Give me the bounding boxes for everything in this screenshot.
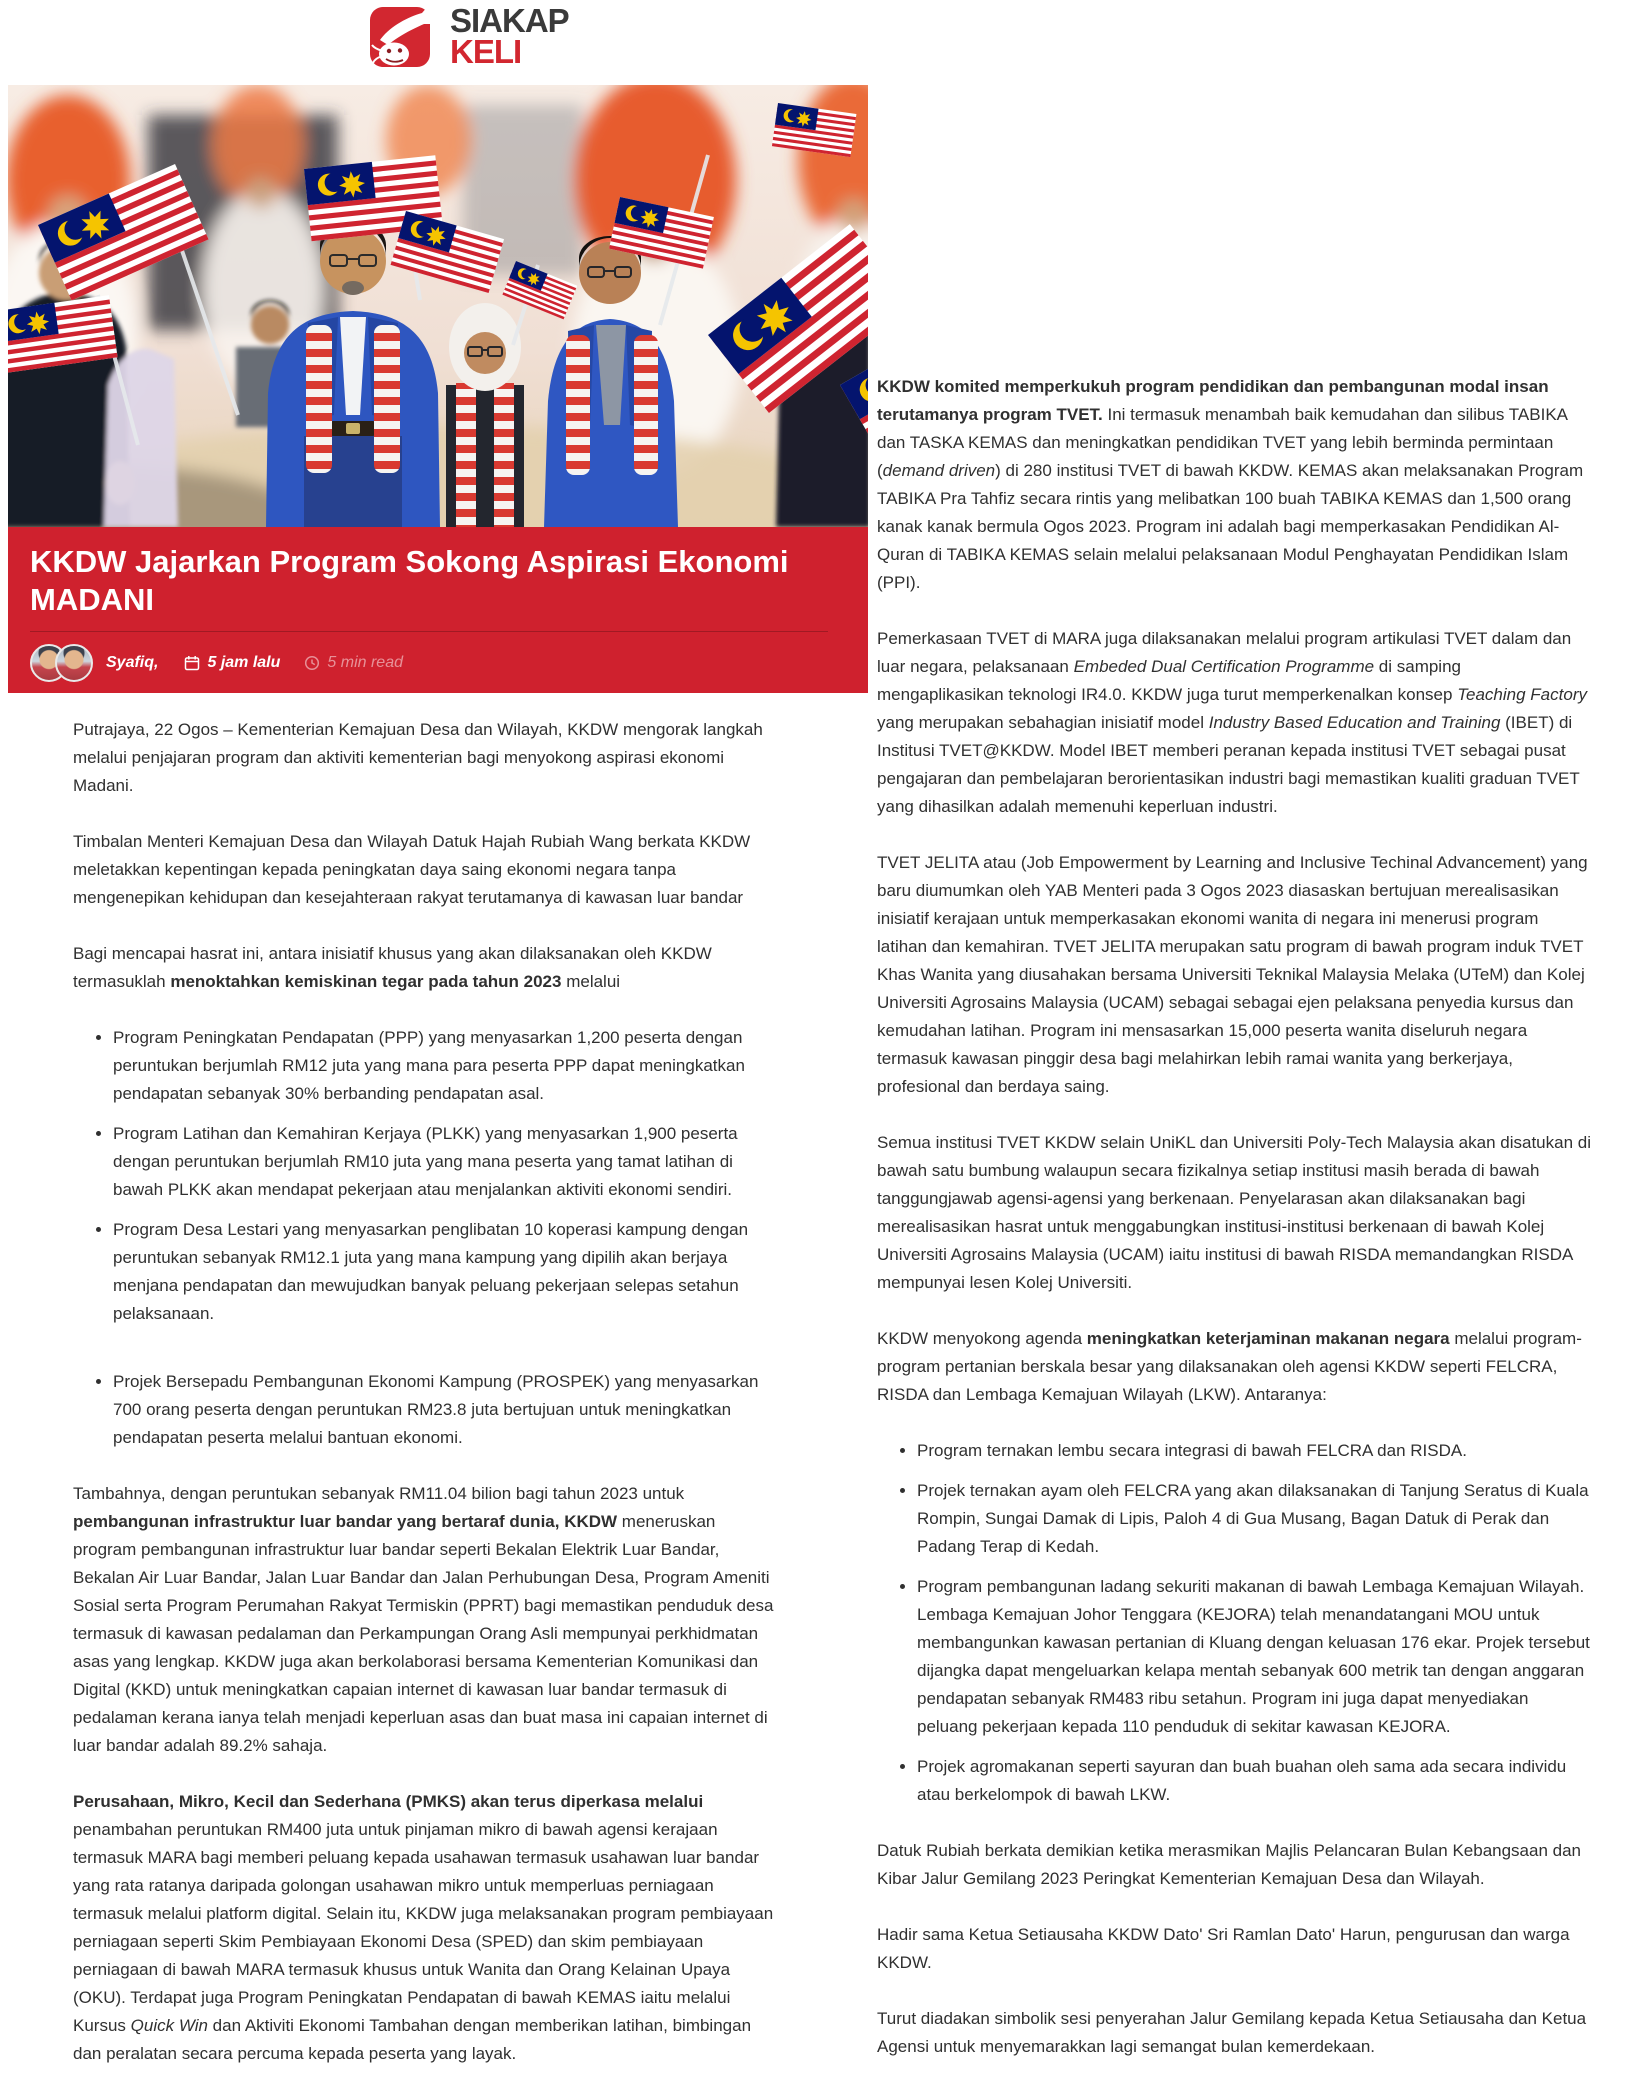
text-segment: Bagi mencapai hasrat ini, antara inisiatif khusus yang akan dilaksanakan oleh KKDW termasuklah: [73, 944, 712, 991]
text-segment: KKDW komited memperkukuh program pendidikan dan pembangunan modal insan terutamanya program TVET.: [877, 377, 1549, 424]
calendar-icon: [184, 655, 200, 671]
text-segment: Program Latihan dan Kemahiran Kerjaya (PLKK) yang menyasarkan 1,900 peserta dengan peruntukan berjumlah RM10 juta yang mana peserta yang tamat latihan di bawah PLKK akan mendapat pekerjaan atau menjalankan aktiviti ekonomi sendiri.: [113, 1124, 738, 1199]
list-item: [113, 1368, 779, 1452]
hero-image: [8, 85, 868, 527]
site-logo[interactable]: [370, 4, 569, 75]
text-segment: di samping mengaplikasikan teknologi IR4.0. KKDW juga turut memperkenalkan konsep: [877, 657, 1461, 704]
text-segment: meningkatkan keterjaminan makanan negara: [1086, 1329, 1450, 1348]
logo-text: [450, 2, 569, 70]
text-segment: Tambahnya, dengan peruntukan sebanyak RM11.04 bilion bagi tahun 2023 untuk: [73, 1484, 685, 1503]
avatar[interactable]: [55, 644, 93, 682]
read-time-group: [304, 654, 403, 672]
text-segment: Ini termasuk menambah baik kemudahan dan silibus TABIKA dan TASKA KEMAS dan meningkatkan pendidikan TVET yang lebih berminda permintaan (: [877, 405, 1568, 480]
bullet-list: [73, 1368, 779, 1452]
text-segment: Embeded Dual Certification Programme: [1073, 657, 1375, 676]
text-segment: KKDW menyokong agenda: [877, 1329, 1087, 1348]
text-segment: Projek ternakan ayam oleh FELCRA yang akan dilaksanakan di Tanjung Seratus di Kuala Rompin, Sungai Damak di Lipis, Paloh 4 di Gua Musang, Bagan Datuk di Perak dan Padang Terap di Kedah.: [917, 1481, 1589, 1556]
article-paragraph: [73, 940, 779, 996]
text-segment: penambahan peruntukan RM400 juta untuk pinjaman mikro di bawah agensi kerajaan termasuk MARA bagi memberi peluang kepada usahawan termasuk usahawan luar bandar yang rata ratanya daripada golongan usahawan mikro untuk memperluas perniagaan termasuk melalui platform digital. Selain itu, KKDW juga melaksanakan program pembiayaan perniagaan seperti Skim Pembiayaan Ekonomi Desa (SPED) dan skim pembiayaan perniagaan di bawah MARA termasuk khusus untuk Wanita dan Orang Kelainan Upaya (OKU). Terdapat juga Program Peningkatan Pendapatan di bawah KEMAS iaitu melalui Kursus: [73, 1820, 774, 2035]
article-paragraph: [73, 716, 779, 800]
text-segment: (IBET) di Institusi TVET@KKDW. Model IBET memberi peranan kepada institusi TVET sebagai pusat pengajaran dan pembelajaran berorientasikan industri bagi memastikan kualiti graduan TVET yang dihasilkan adalah memenuhi keperluan industri.: [877, 713, 1580, 816]
article-paragraph: [877, 625, 1591, 821]
text-segment: Datuk Rubiah berkata demikian ketika merasmikan Majlis Pelancaran Bulan Kebangsaan dan Kibar Jalur Gemilang 2023 Peringkat Kementerian Kemajuan Desa dan Wilayah.: [877, 1841, 1582, 1888]
clock-icon: [304, 655, 320, 671]
title-banner: [8, 527, 868, 693]
text-segment: menoktahkan kemiskinan tegar pada tahun 2023: [170, 972, 562, 991]
article-paragraph: [877, 849, 1591, 1101]
text-segment: Perusahaan, Mikro, Kecil dan Sederhana (PMKS) akan terus diperkasa melalui: [73, 1792, 704, 1811]
text-segment: melalui program-program pertanian berskala besar yang dilaksanakan oleh agensi KKDW seperti FELCRA, RISDA dan Lembaga Kemajuan Wilayah (LKW). Antaranya:: [877, 1329, 1582, 1404]
banner-divider: [30, 631, 828, 632]
text-segment: demand driven: [882, 461, 996, 480]
list-item: [917, 1573, 1591, 1741]
text-segment: Turut diadakan simbolik sesi penyerahan Jalur Gemilang kepada Ketua Setiausaha dan Ketua Agensi untuk menyemarakkan lagi semangat bulan kemerdekaan.: [877, 2009, 1587, 2056]
list-item: [113, 1024, 779, 1108]
article-left-column: [73, 716, 779, 2093]
text-segment: TVET JELITA atau (Job Empowerment by Learning and Inclusive Techinal Advancement) yang baru diumumkan oleh YAB Menteri pada 3 Ogos 2023 diasaskan bertujuan merealisasikan inisiatif kerajaan untuk memperkasakan ekonomi wanita di negara ini menerusi program latihan dan kemahiran. TVET JELITA merupakan satu program di bawah program induk TVET Khas Wanita yang diusahakan bersama Universiti Teknikal Malaysia Melaka (UTeM) dan Kolej Universiti Agrosains Malaysia (UCAM) sebagai sebagai ejen pelaksana penyedia kursus dan kemudahan latihan. Program ini mensasarkan 15,000 peserta wanita diseluruh negara termasuk kawasan pinggir desa bagi melahirkan lebih ramai wanita yang berkerjaya, profesional dan berdaya saing.: [877, 853, 1588, 1096]
text-segment: meneruskan program pembangunan infrastruktur luar bandar seperti Bekalan Elektrik Luar Bandar, Bekalan Air Luar Bandar, Jalan Luar Bandar dan Jalan Perhubungan Desa, Program Ameniti Sosial serta Program Perumahan Rakyat Termiskin (PPRT) bagi memastikan penduduk desa termasuk di kawasan pedalaman dan Perkampungan Orang Asli mempunyai perkhidmatan asas yang lengkap. KKDW juga akan berkolaborasi bersama Kementerian Komunikasi dan Digital (KKD) untuk meningkatkan capaian internet di kawasan luar bandar termasuk di pedalaman kerana ianya telah menjadi keperluan asas dan buat masa ini capaian internet di luar bandar adalah 89.2% sahaja.: [73, 1512, 774, 1755]
text-segment: Teaching Factory: [1457, 685, 1587, 704]
article-title: KKDW Jajarkan Program Sokong Aspirasi Ekonomi MADANI: [30, 544, 789, 617]
list-item: [917, 1753, 1591, 1809]
fish-icon: [370, 4, 442, 75]
text-segment: melalui: [561, 972, 621, 991]
text-segment: yang merupakan sebahagian inisiatif model: [877, 713, 1209, 732]
article-paragraph: [877, 1129, 1591, 1297]
bullet-list: [73, 1024, 779, 1328]
text-segment: Timbalan Menteri Kemajuan Desa dan Wilayah Datuk Hajah Rubiah Wang berkata KKDW meletakkan kepentingan kepada peningkatan daya saing ekonomi negara tanpa mengenepikan kehidupan dan kesejahteraan rakyat terutamanya di kawasan luar bandar: [73, 832, 751, 907]
text-segment: dan Aktiviti Ekonomi Tambahan dengan memberikan latihan, bimbingan dan peralatan secara percuma kepada peserta yang layak.: [73, 2016, 752, 2063]
author-avatars: [30, 644, 93, 682]
text-segment: Semua institusi TVET KKDW selain UniKL dan Universiti Poly-Tech Malaysia akan disatukan di bawah satu bumbung walaupun secara fizikalnya setiap institusi masih berada di bawah tanggungjawab agensi-agensi yang berkenaan. Penyelarasan akan dilaksanakan bagi merealisasikan hasrat untuk menggabungkan institusi-institusi berkenaan di bawah Kolej Universiti Agrosains Malaysia (UCAM) iaitu institusi di bawah RISDA memandangkan RISDA mempunyai lesen Kolej Universiti.: [877, 1133, 1591, 1292]
logo-text-siakap: SIAKAP: [450, 2, 569, 39]
text-segment: Projek Bersepadu Pembangunan Ekonomi Kampung (PROSPEK) yang menyasarkan 700 orang peserta dengan peruntukan RM23.8 juta bertujuan untuk meningkatkan pendapatan peserta melalui bantuan ekonomi.: [113, 1372, 759, 1447]
article-paragraph: [73, 1480, 779, 1760]
text-segment: Putrajaya, 22 Ogos – Kementerian Kemajuan Desa dan Wilayah, KKDW mengorak langkah melalui penjajaran program dan aktiviti kementerian bagi menyokong aspirasi ekonomi Madani.: [73, 720, 763, 795]
article-paragraph: [73, 828, 779, 912]
text-segment: Program ternakan lembu secara integrasi di bawah FELCRA dan RISDA.: [917, 1441, 1467, 1460]
text-segment: Program Peningkatan Pendapatan (PPP) yang menyasarkan 1,200 peserta dengan peruntukan berjumlah RM12 juta yang mana para peserta PPP dapat meningkatkan pendapatan sebanyak 30% berbanding pendapatan asal.: [113, 1028, 745, 1103]
article-paragraph: [877, 373, 1591, 597]
text-segment: Quick Win: [130, 2016, 208, 2035]
article-right-column: [877, 373, 1591, 2089]
bullet-list: [877, 1437, 1591, 1809]
list-item: [113, 1216, 779, 1328]
text-segment: Projek agromakanan seperti sayuran dan buah buahan oleh sama ada secara individu atau berkelompok di bawah LKW.: [917, 1757, 1567, 1804]
text-segment: Hadir sama Ketua Setiausaha KKDW Dato' Sri Ramlan Dato' Harun, pengurusan dan warga KKDW.: [877, 1925, 1570, 1972]
text-segment: pembangunan infrastruktur luar bandar yang bertaraf dunia, KKDW: [73, 1512, 618, 1531]
published-group: [184, 654, 280, 672]
byline: [30, 644, 828, 682]
article-paragraph: [73, 1788, 779, 2068]
article-paragraph: [877, 1325, 1591, 1409]
text-segment: Industry Based Education and Training: [1208, 713, 1501, 732]
read-time: 5 min read: [327, 653, 403, 671]
text-segment: Program pembangunan ladang sekuriti makanan di bawah Lembaga Kemajuan Wilayah. Lembaga Kemajuan Johor Tenggara (KEJORA) telah menandatangani MOU untuk membangunkan kawasan pertanian di Kluang dengan keluasan 176 ekar. Projek tersebut dijangka dapat mengeluarkan kelapa mentah sebanyak 600 metrik tan dengan anggaran pendapatan sebanyak RM483 ribu setahun. Program ini juga dapat menyediakan peluang pekerjaan kepada 110 penduduk di sekitar kawasan KEJORA.: [917, 1577, 1590, 1736]
published-time: 5 jam lalu: [207, 653, 281, 671]
text-segment: Pemerkasaan TVET di MARA juga dilaksanakan melalui program artikulasi TVET dalam dan luar negara, pelaksanaan: [877, 629, 1572, 676]
text-segment: Program Desa Lestari yang menyasarkan penglibatan 10 koperasi kampung dengan peruntukan sebanyak RM12.1 juta yang mana kampung yang dipilih akan berjaya menjana pendapatan dan mewujudkan banyak peluang pekerjaan selepas setahun pelaksanaan.: [113, 1220, 749, 1323]
logo-text-keli: KELI: [450, 32, 522, 70]
article-paragraph: [877, 2005, 1591, 2061]
list-item: [917, 1477, 1591, 1561]
list-item: [113, 1120, 779, 1204]
text-segment: ) di 280 institusi TVET di bawah KKDW. KEMAS akan melaksanakan Program TABIKA Pra Tahfiz secara rintis yang melibatkan 100 buah TABIKA KEMAS dan 1,500 orang kanak kanak bermula Ogos 2023. Program ini adalah bagi memperkasakan Pendidikan Al-Quran di TABIKA KEMAS selain melalui pelaksanaan Modul Penghayatan Pendidikan Islam (PPI).: [877, 461, 1584, 592]
list-item: [917, 1437, 1591, 1465]
author-name[interactable]: Syafiq,: [106, 653, 159, 671]
article-paragraph: [877, 1921, 1591, 1977]
article-paragraph: [877, 1837, 1591, 1893]
